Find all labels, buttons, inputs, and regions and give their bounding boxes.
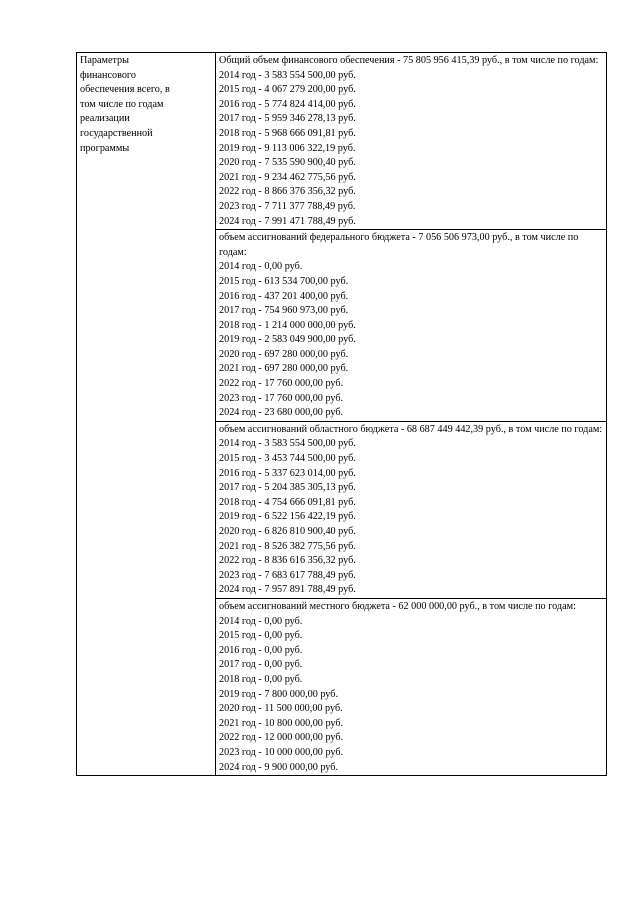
year-amount-line: 2019 год - 2 583 049 900,00 руб. (219, 334, 356, 346)
year-amount-line: 2020 год - 11 500 000,00 руб. (219, 703, 343, 715)
year-amount-line: 2024 год - 9 900 000,00 руб. (219, 761, 338, 773)
year-amount-line: 2022 год - 12 000 000,00 руб. (219, 732, 344, 744)
year-amount-line: 2015 год - 3 453 744 500,00 руб. (219, 453, 356, 465)
year-amount-line: 2014 год - 3 583 554 500,00 руб. (219, 438, 356, 450)
year-amount-line: 2018 год - 0,00 руб. (219, 673, 303, 685)
year-amount-line: 2019 год - 7 800 000,00 руб. (219, 688, 338, 700)
year-amount-line: 2018 год - 4 754 666 091,81 руб. (219, 496, 356, 508)
year-amount-line: 2019 год - 9 113 006 322,19 руб. (219, 142, 356, 154)
year-amount-line: 2022 год - 17 760 000,00 руб. (219, 378, 344, 390)
section-heading: Общий объем финансового обеспечения - 75 805 956 415,39 руб., в том числе по годам: (219, 55, 599, 66)
parameter-label-line: обеспечения всего, в (80, 84, 170, 96)
parameter-label-line: государственной (80, 127, 153, 139)
financing-parameters-table (76, 52, 607, 776)
total-financing-cell (216, 53, 607, 230)
year-amount-line: 2014 год - 0,00 руб. (219, 615, 303, 627)
section-heading: объем ассигнований местного бюджета - 62 000 000,00 руб., в том числе по годам: (219, 600, 576, 612)
year-amount-line: 2023 год - 17 760 000,00 руб. (219, 392, 344, 404)
parameter-label-line: программы (80, 142, 130, 154)
year-amount-line: 2018 год - 1 214 000 000,00 руб. (219, 319, 356, 331)
year-amount-line: 2021 год - 10 800 000,00 руб. (219, 717, 344, 729)
year-amount-line: 2020 год - 6 826 810 900,40 руб. (219, 526, 356, 537)
year-amount-line: 2021 год - 9 234 462 775,56 руб. (219, 171, 356, 183)
year-amount-line: 2024 год - 7 957 891 788,49 руб. (219, 584, 356, 596)
year-amount-line: 2017 год - 0,00 руб. (219, 659, 303, 671)
year-amount-line: 2016 год - 5 774 824 414,00 руб. (219, 98, 356, 110)
year-amount-line: 2024 год - 23 680 000,00 руб. (219, 407, 344, 419)
parameter-label-line: финансового (80, 69, 136, 81)
parameter-label-line: реализации (80, 113, 130, 125)
parameter-label-line: том числе по годам (80, 98, 164, 110)
year-amount-line: 2021 год - 8 526 382 775,56 руб. (219, 540, 356, 552)
year-amount-line: 2017 год - 5 959 346 278,13 руб. (219, 113, 356, 125)
year-amount-line: 2015 год - 4 067 279 200,00 руб. (219, 84, 356, 96)
table-row (77, 53, 607, 230)
year-amount-line: 2015 год - 0,00 руб. (219, 630, 303, 642)
year-amount-line: 2018 год - 5 968 666 091,81 руб. (219, 127, 356, 139)
year-amount-line: 2015 год - 613 534 700,00 руб. (219, 275, 349, 287)
year-amount-line: 2014 год - 3 583 554 500,00 руб. (219, 69, 356, 81)
year-amount-line: 2017 год - 754 960 973,00 руб. (219, 305, 349, 317)
year-amount-line: 2022 год - 8 866 376 356,32 руб. (219, 186, 356, 198)
year-amount-line: 2023 год - 7 711 377 788,49 руб. (219, 200, 356, 212)
federal-budget-cell (216, 230, 607, 422)
year-amount-line: 2017 год - 5 204 385 305,13 руб. (219, 482, 356, 494)
year-amount-line: 2021 год - 697 280 000,00 руб. (219, 363, 349, 375)
parameter-label-cell (77, 53, 216, 776)
year-amount-line: 2016 год - 437 201 400,00 руб. (219, 290, 349, 302)
year-amount-line: 2020 год - 697 280 000,00 руб. (219, 348, 349, 360)
year-amount-line: 2022 год - 8 836 616 356,32 руб. (219, 555, 356, 567)
year-amount-line: 2020 год - 7 535 590 900,40 руб. (219, 157, 356, 169)
local-budget-cell (216, 598, 607, 775)
regional-budget-cell (216, 421, 607, 598)
year-amount-line: 2023 год - 10 000 000,00 руб. (219, 746, 344, 758)
year-amount-line: 2016 год - 5 337 623 014,00 руб. (219, 467, 356, 479)
year-amount-line: 2016 год - 0,00 руб. (219, 644, 303, 656)
parameter-label-line: Параметры (80, 55, 129, 66)
section-heading: объем ассигнований областного бюджета - 68 687 449 442,39 руб., в том числе по годам: (219, 423, 603, 435)
year-amount-line: 2019 год - 6 522 156 422,19 руб. (219, 511, 356, 523)
year-amount-line: 2024 год - 7 991 471 788,49 руб. (219, 215, 356, 227)
section-heading: объем ассигнований федерального бюджета - 7 056 506 973,00 руб., в том числе по годам: (219, 232, 579, 258)
year-amount-line: 2014 год - 0,00 руб. (219, 261, 303, 273)
year-amount-line: 2023 год - 7 683 617 788,49 руб. (219, 569, 356, 581)
